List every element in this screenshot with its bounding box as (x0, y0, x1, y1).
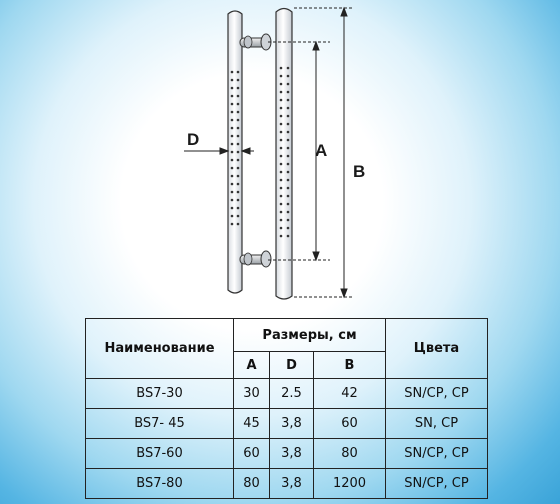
perforation-dot (237, 111, 240, 114)
perforation-dot (287, 219, 290, 222)
name-column-header: Наименование (86, 319, 234, 379)
cell-colors: SN/CP, CP (386, 469, 488, 499)
cell-b: 60 (314, 409, 386, 439)
perforation-dot (237, 71, 240, 74)
perforation-dot (280, 107, 283, 110)
perforation-dot (280, 99, 283, 102)
perforation-dot (237, 87, 240, 90)
sub-header-a: A (234, 352, 270, 379)
perforation-dot (231, 199, 234, 202)
perforation-dot (231, 207, 234, 210)
cell-d: 3,8 (270, 409, 314, 439)
perforation-dot (231, 111, 234, 114)
perforation-dot (287, 115, 290, 118)
cell-a: 45 (234, 409, 270, 439)
perforation-dot (287, 67, 290, 70)
perforation-dot (237, 127, 240, 130)
perforation-dot (237, 151, 240, 154)
cell-name: BS7-60 (86, 439, 234, 469)
perforation-dot (280, 211, 283, 214)
perforation-dot (280, 115, 283, 118)
perforation-dot (231, 127, 234, 130)
cell-colors: SN, CP (386, 409, 488, 439)
cell-name: BS7-30 (86, 379, 234, 409)
perforation-dot (231, 175, 234, 178)
perforation-dot (237, 167, 240, 170)
perforation-dot (280, 67, 283, 70)
perforation-dot (280, 155, 283, 158)
perforation-dot (280, 123, 283, 126)
perforation-dot (231, 71, 234, 74)
perforation-dot (287, 99, 290, 102)
sub-header-d: D (270, 352, 314, 379)
cell-d: 3,8 (270, 439, 314, 469)
perforation-dot (280, 219, 283, 222)
top-mounting-post (240, 34, 271, 50)
perforation-dot (280, 163, 283, 166)
cell-b: 1200 (314, 469, 386, 499)
perforation-dot (231, 191, 234, 194)
perforation-dot (231, 135, 234, 138)
cell-b: 42 (314, 379, 386, 409)
dimension-b-label: B (353, 162, 366, 181)
perforation-dot (287, 195, 290, 198)
perforation-dot (287, 123, 290, 126)
perforation-dot (231, 95, 234, 98)
perforation-dot (237, 95, 240, 98)
perforation-dot (231, 183, 234, 186)
table-row (86, 409, 488, 439)
perforation-dot (280, 171, 283, 174)
cell-colors: SN/CP, CP (386, 439, 488, 469)
cell-d: 3,8 (270, 469, 314, 499)
perforation-dot (231, 151, 234, 154)
perforation-dot (237, 199, 240, 202)
cell-name: BS7- 45 (86, 409, 234, 439)
perforation-dot (237, 191, 240, 194)
perforation-dot (237, 175, 240, 178)
perforation-dot (280, 75, 283, 78)
perforation-dot (287, 235, 290, 238)
dimension-d-label: D (187, 130, 200, 149)
perforation-dot (287, 131, 290, 134)
perforation-dot (287, 179, 290, 182)
perforation-dot (287, 227, 290, 230)
cell-colors: SN/CP, CP (386, 379, 488, 409)
perforation-dot (237, 119, 240, 122)
perforation-dot (231, 223, 234, 226)
perforation-dot (231, 79, 234, 82)
perforation-dot (280, 179, 283, 182)
perforation-dot (231, 215, 234, 218)
perforation-dot (287, 91, 290, 94)
dimension-a-label: A (315, 141, 328, 160)
perforation-dot (287, 203, 290, 206)
perforation-dot (280, 203, 283, 206)
perforation-dot (287, 163, 290, 166)
cell-a: 60 (234, 439, 270, 469)
sub-header-b: B (314, 352, 386, 379)
perforation-dot (287, 147, 290, 150)
perforation-dot (237, 79, 240, 82)
table-row (86, 379, 488, 409)
perforation-dot (280, 235, 283, 238)
perforation-dot (280, 195, 283, 198)
perforation-dot (231, 103, 234, 106)
perforation-dot (237, 215, 240, 218)
perforation-dot (287, 107, 290, 110)
cell-d: 2.5 (270, 379, 314, 409)
perforation-dot (287, 171, 290, 174)
perforation-dot (237, 159, 240, 162)
cell-name: BS7-80 (86, 469, 234, 499)
perforation-dot (280, 91, 283, 94)
perforation-dot (287, 211, 290, 214)
perforation-dot (280, 187, 283, 190)
colors-column-header: Цвета (386, 319, 488, 379)
cell-b: 80 (314, 439, 386, 469)
perforation-dot (231, 87, 234, 90)
cell-a: 30 (234, 379, 270, 409)
perforation-dot (287, 139, 290, 142)
table-row (86, 469, 488, 499)
perforation-dot (231, 167, 234, 170)
perforation-dot (237, 183, 240, 186)
perforation-dot (287, 187, 290, 190)
perforation-dot (280, 227, 283, 230)
perforation-dot (231, 143, 234, 146)
sizes-column-header: Размеры, см (234, 319, 386, 352)
table-row (86, 439, 488, 469)
bottom-mounting-post (240, 251, 271, 267)
perforation-dot (287, 83, 290, 86)
perforation-dot (237, 103, 240, 106)
perforation-dot (287, 75, 290, 78)
perforation-dot (287, 155, 290, 158)
right-handle-bar (276, 9, 292, 300)
left-handle-bar (228, 11, 242, 293)
perforation-dot (237, 207, 240, 210)
perforation-dot (280, 139, 283, 142)
perforation-dot (280, 147, 283, 150)
perforation-dot (237, 223, 240, 226)
perforation-dot (280, 83, 283, 86)
perforation-dot (231, 119, 234, 122)
perforation-dot (237, 143, 240, 146)
cell-a: 80 (234, 469, 270, 499)
perforation-dot (237, 135, 240, 138)
perforation-dot (231, 159, 234, 162)
specification-table (85, 318, 488, 499)
perforation-dot (280, 131, 283, 134)
